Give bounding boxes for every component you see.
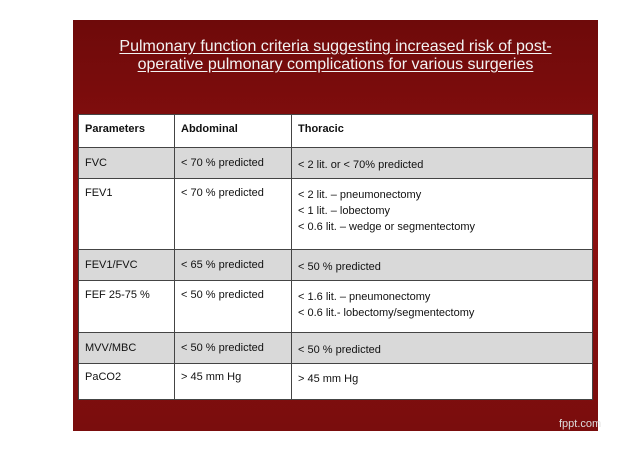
cell-parameter: MVV/MBC: [79, 333, 175, 364]
thoracic-line: < 50 % predicted: [298, 261, 381, 273]
table-row: [79, 179, 593, 250]
cell-abdominal: < 50 % predicted: [175, 281, 292, 333]
thoracic-line: < 0.6 lit.- lobectomy/segmentectomy: [298, 307, 475, 319]
cell-parameter: FEF 25-75 %: [79, 281, 175, 333]
thoracic-line: < 50 % predicted: [298, 344, 381, 356]
title-line-1: Pulmonary function criteria suggesting increased risk of post-: [119, 38, 552, 55]
cell-abdominal: < 65 % predicted: [175, 250, 292, 281]
cell-abdominal: < 70 % predicted: [175, 179, 292, 250]
header-abdominal: Abdominal: [175, 115, 292, 148]
cell-thoracic: [292, 250, 593, 281]
cell-thoracic: [292, 179, 593, 250]
thoracic-line: < 1 lit. – lobectomy: [298, 205, 391, 217]
table-row: [79, 281, 593, 333]
cell-thoracic: [292, 364, 593, 400]
cell-thoracic: [292, 281, 593, 333]
cell-parameter: FVC: [79, 148, 175, 179]
thoracic-line: < 2 lit. – pneumonectomy: [298, 189, 422, 201]
slide: [73, 20, 598, 431]
header-parameters: Parameters: [79, 115, 175, 148]
cell-abdominal: > 45 mm Hg: [175, 364, 292, 400]
brand-watermark: fppt.com: [559, 418, 602, 430]
cell-parameter: FEV1/FVC: [79, 250, 175, 281]
cell-thoracic: [292, 148, 593, 179]
header-thoracic: Thoracic: [292, 115, 593, 148]
cell-abdominal: < 70 % predicted: [175, 148, 292, 179]
thoracic-line: > 45 mm Hg: [298, 373, 359, 385]
cell-abdominal: < 50 % predicted: [175, 333, 292, 364]
table-row: [79, 148, 593, 179]
cell-thoracic: [292, 333, 593, 364]
table-row: [79, 364, 593, 400]
thoracic-line: < 1.6 lit. – pneumonectomy: [298, 291, 431, 303]
title-line-2: operative pulmonary complications for various surgeries: [137, 56, 534, 73]
slide-title: [73, 38, 598, 74]
table-row: [79, 333, 593, 364]
table-header-row: [79, 115, 593, 148]
criteria-table: [78, 114, 592, 400]
cell-parameter: FEV1: [79, 179, 175, 250]
thoracic-line: < 2 lit. or < 70% predicted: [298, 159, 424, 171]
cell-parameter: PaCO2: [79, 364, 175, 400]
table-row: [79, 250, 593, 281]
thoracic-line: < 0.6 lit. – wedge or segmentectomy: [298, 221, 476, 233]
